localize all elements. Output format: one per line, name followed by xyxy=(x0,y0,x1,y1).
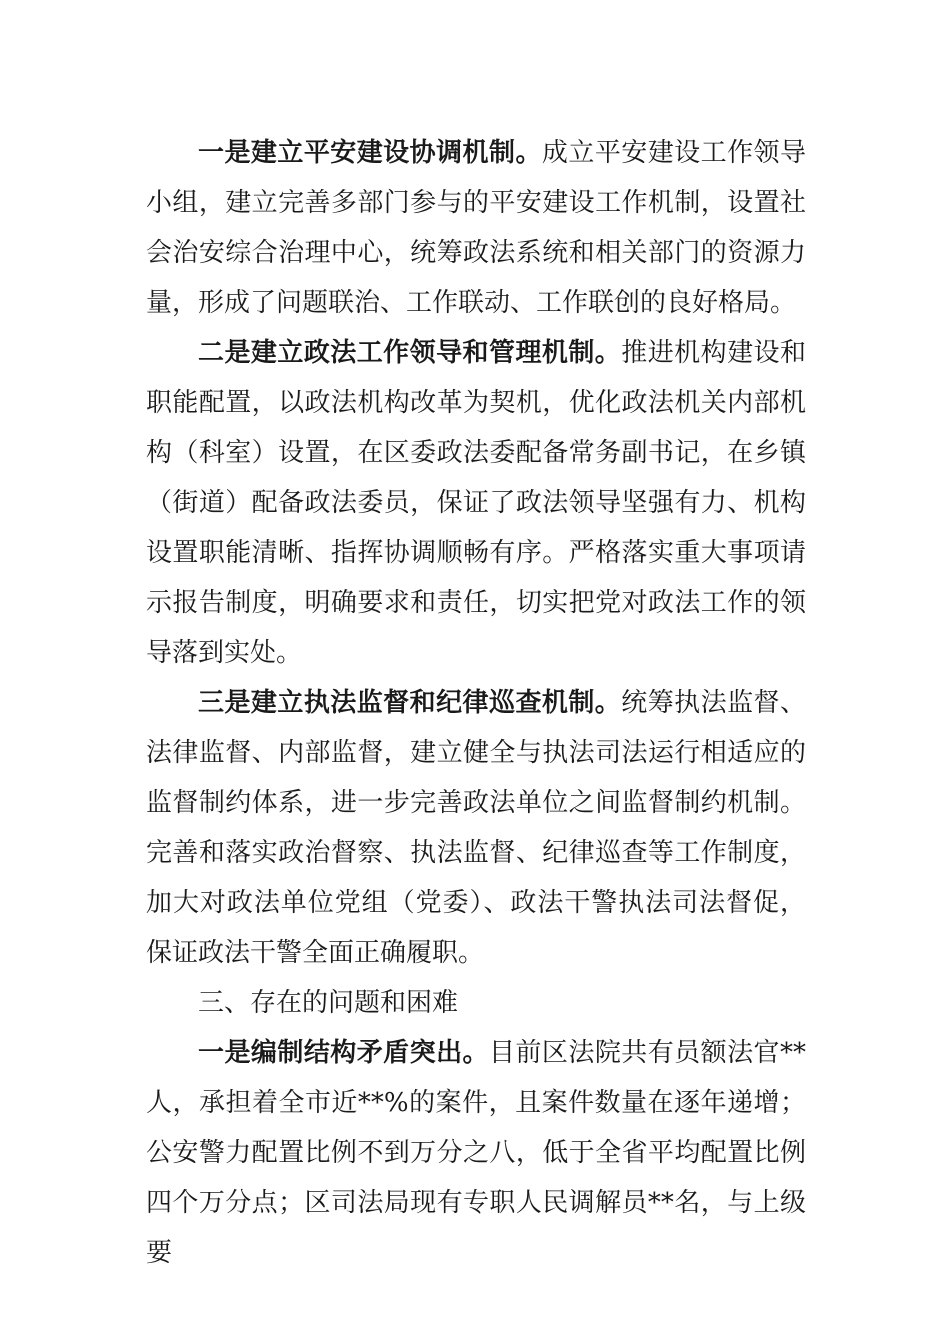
paragraph-4 xyxy=(146,1028,806,1278)
paragraph-1-text: 成立平安建设工作领导小组，建立完善多部门参与的平安建设工作机制，设置社会治安综合治理中心，统筹政法系统和相关部门的资源力量，形成了问题联治、工作联动、工作联创的良好格局。 xyxy=(146,138,806,318)
paragraph-4-text: 目前区法院共有员额法官**人，承担着全市近**%的案件，且案件数量在逐年递增；公安警力配置比例不到万分之八，低于全省平均配置比例四个万分点；区司法局现有专职人民调解员**名，与上级要 xyxy=(146,1038,806,1268)
paragraph-1 xyxy=(146,128,806,328)
paragraph-2 xyxy=(146,328,806,678)
paragraph-1-lead: 一是建立平安建设协调机制。 xyxy=(198,138,542,168)
paragraph-3 xyxy=(146,678,806,978)
paragraph-2-lead: 二是建立政法工作领导和管理机制。 xyxy=(198,338,622,368)
paragraph-3-lead: 三是建立执法监督和纪律巡查机制。 xyxy=(198,688,622,718)
section-heading: 三、存在的问题和困难 xyxy=(198,988,459,1018)
paragraph-3-text: 统筹执法监督、法律监督、内部监督，建立健全与执法司法运行相适应的监督制约体系，进一步完善政法单位之间监督制约机制。完善和落实政治督察、执法监督、纪律巡查等工作制度，加大对政法单位党组（党委）、政法干警执法司法督促，保证政法干警全面正确履职。 xyxy=(146,688,806,968)
paragraph-4-lead: 一是编制结构矛盾突出。 xyxy=(198,1038,489,1068)
document-page xyxy=(146,128,806,1278)
paragraph-2-text: 推进机构建设和职能配置，以政法机构改革为契机，优化政法机关内部机构（科室）设置，在区委政法委配备常务副书记，在乡镇（街道）配备政法委员，保证了政法领导坚强有力、机构设置职能清晰、指挥协调顺畅有序。严格落实重大事项请示报告制度，明确要求和责任，切实把党对政法工作的领导落到实处。 xyxy=(146,338,806,668)
